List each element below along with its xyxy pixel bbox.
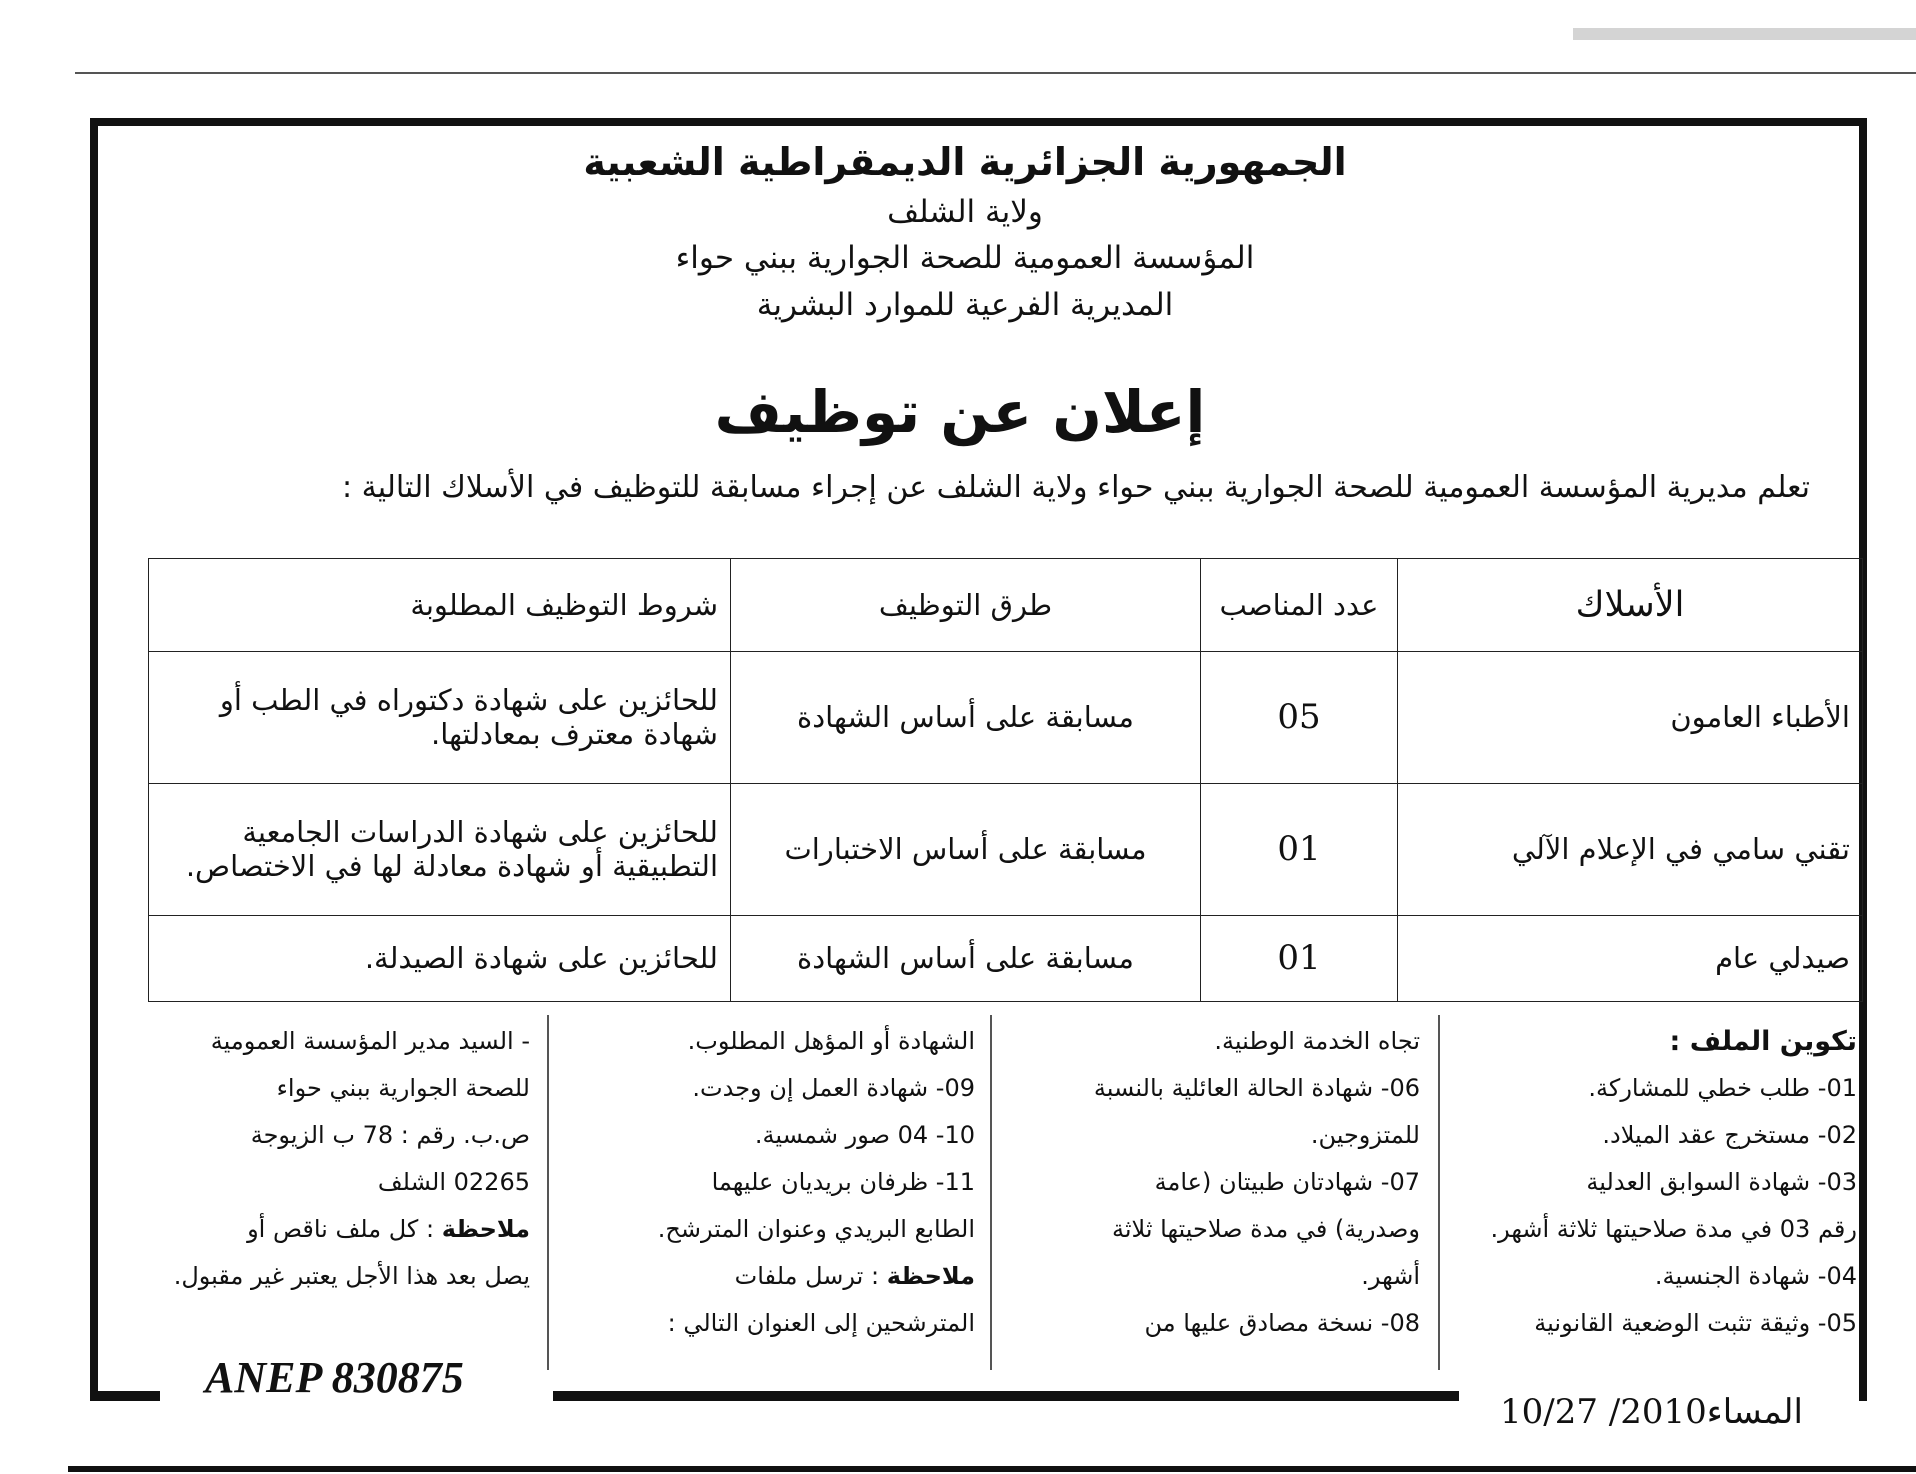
cell-method: مسابقة على أساس الشهادة [731, 652, 1201, 784]
column-divider [547, 1015, 549, 1370]
file-item: للمتزوجين. [1310, 1121, 1420, 1149]
note-line [110, 1206, 530, 1253]
file-item: 06- شهادة الحالة العائلية بالنسبة [1093, 1074, 1420, 1102]
note-text: المترشحين إلى العنوان التالي : [667, 1309, 975, 1337]
cell-method: مسابقة على أساس الشهادة [731, 915, 1201, 1001]
cell-corps: الأطباء العامون [1398, 652, 1863, 784]
file-item: الشهادة أو المؤهل المطلوب. [687, 1027, 975, 1055]
column-divider [990, 1015, 992, 1370]
cell-conditions: للحائزين على شهادة الدراسات الجامعية التطبيقية أو شهادة معادلة لها في الاختصاص. [149, 783, 731, 915]
table-row [149, 652, 1863, 784]
file-item: 01- طلب خطي للمشاركة. [1588, 1074, 1857, 1102]
top-gray-bar [1573, 28, 1916, 40]
table-header-row [149, 559, 1863, 652]
cell-method: مسابقة على أساس الاختبارات [731, 783, 1201, 915]
bottom-rule [68, 1466, 1916, 1472]
file-item: رقم 03 في مدة صلاحيتها ثلاثة أشهر. [1490, 1215, 1857, 1243]
wilaya-heading: ولاية الشلف [887, 194, 1043, 230]
positions-table [148, 558, 1863, 1002]
file-item: 11- ظرفان بريديان عليهما [711, 1168, 975, 1196]
note-label: ملاحظة [886, 1262, 975, 1290]
file-item: تجاه الخدمة الوطنية. [1214, 1027, 1420, 1055]
address-line: 02265 الشلف [377, 1168, 530, 1196]
top-rule [75, 72, 1916, 74]
file-item: الطابع البريدي وعنوان المترشح. [657, 1215, 975, 1243]
file-item: أشهر. [1361, 1262, 1420, 1290]
frame-border-bottom-right [553, 1391, 1459, 1401]
note-text: : كل ملف ناقص أو [247, 1215, 435, 1243]
announcement-title: إعلان عن توظيف [714, 378, 1206, 446]
note-text: يصل بعد هذا الأجل يعتبر غير مقبول. [173, 1262, 530, 1290]
note-line [560, 1253, 975, 1300]
address-line: للصحة الجوارية ببني حواء [276, 1074, 530, 1102]
file-item: 04- شهادة الجنسية. [1654, 1262, 1857, 1290]
publication-date [1500, 1392, 1803, 1432]
cell-conditions: للحائزين على شهادة الصيدلة. [149, 915, 731, 1001]
intro-paragraph: تعلم مديرية المؤسسة العمومية للصحة الجوارية ببني حواء ولاية الشلف عن إجراء مسابقة للتوظيف في الأسلاك التالية : [341, 470, 1810, 505]
frame-border-top [90, 118, 1867, 126]
address-line: - السيد مدير المؤسسة العمومية [210, 1027, 530, 1055]
table-row [149, 783, 1863, 915]
file-item: 08- نسخة مصادق عليها من [1144, 1309, 1420, 1337]
cell-count: 01 [1201, 915, 1398, 1001]
table-row [149, 915, 1863, 1001]
newspaper-name: المساء [1706, 1392, 1803, 1432]
header-count: عدد المناصب [1201, 559, 1398, 652]
frame-border-bottom-left [90, 1391, 160, 1401]
cell-conditions: للحائزين على شهادة دكتوراه في الطب أو شهادة معترف بمعادلتها. [149, 652, 731, 784]
cell-count: 01 [1201, 783, 1398, 915]
date-value: 2010/ 10/27 [1500, 1392, 1707, 1432]
file-item: 03- شهادة السوابق العدلية [1586, 1168, 1857, 1196]
frame-border-left [90, 118, 98, 1401]
file-column-4 [110, 1018, 530, 1300]
file-item: 07- شهادتان طبيتان (عامة [1154, 1168, 1420, 1196]
file-column-2 [1000, 1018, 1420, 1347]
header-conditions: شروط التوظيف المطلوبة [149, 559, 731, 652]
file-column-3 [560, 1018, 975, 1347]
republic-heading: الجمهورية الجزائرية الديمقراطية الشعبية [583, 140, 1347, 184]
address-line: ص.ب. رقم : 78 ب الزيوجة [250, 1121, 530, 1149]
cell-count: 05 [1201, 652, 1398, 784]
cell-corps: تقني سامي في الإعلام الآلي [1398, 783, 1863, 915]
file-column-1 [1452, 1018, 1857, 1347]
anep-reference: ANEP 830875 [205, 1353, 464, 1402]
cell-corps: صيدلي عام [1398, 915, 1863, 1001]
note-label: ملاحظة [441, 1215, 530, 1243]
file-item: 09- شهادة العمل إن وجدت. [692, 1074, 975, 1102]
column-divider [1438, 1015, 1440, 1370]
note-text: : ترسل ملفات [734, 1262, 880, 1290]
header-corps: الأسلاك [1398, 559, 1863, 652]
directorate-heading: المديرية الفرعية للموارد البشرية [756, 287, 1174, 323]
institution-heading: المؤسسة العمومية للصحة الجوارية ببني حواء [675, 240, 1255, 276]
file-title: تكوين الملف : [1669, 1026, 1857, 1057]
file-item: 10- 04 صور شمسية. [754, 1121, 975, 1149]
header-method: طرق التوظيف [731, 559, 1201, 652]
file-item: 02- مستخرج عقد الميلاد. [1602, 1121, 1857, 1149]
file-item: 05- وثيقة تثبت الوضعية القانونية [1534, 1309, 1857, 1337]
file-item: وصدرية) في مدة صلاحيتها ثلاثة [1111, 1215, 1420, 1243]
